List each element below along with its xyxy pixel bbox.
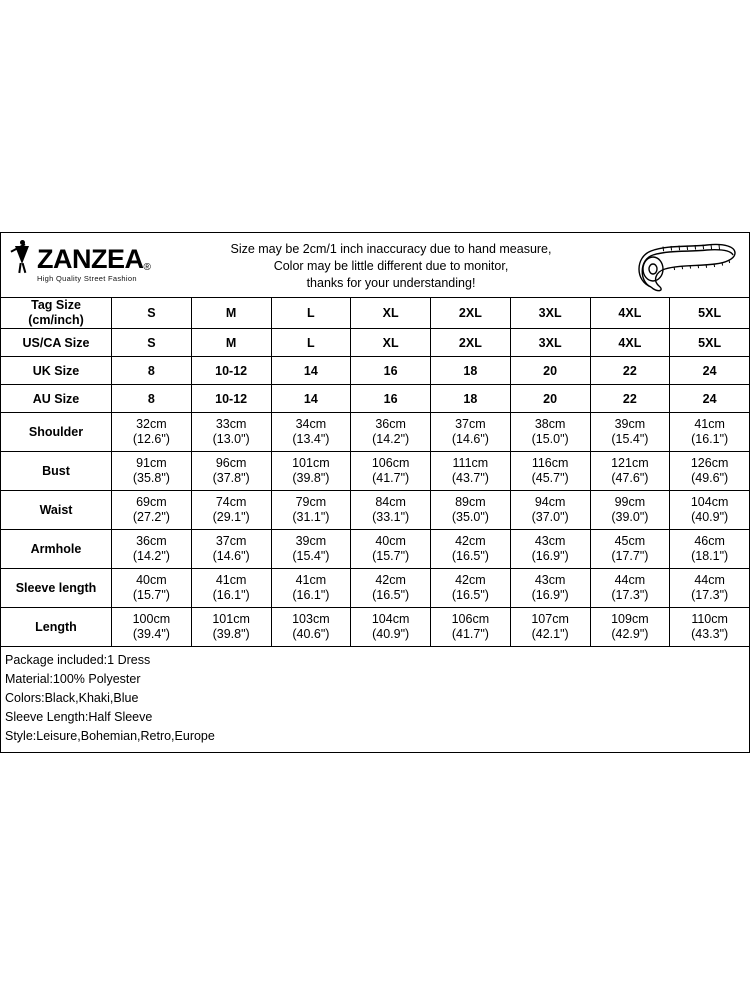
cell	[431, 530, 511, 569]
brand-name: ZANZEA	[37, 244, 144, 274]
cell: XL	[351, 329, 431, 357]
cell	[271, 413, 351, 452]
cell: 14	[271, 357, 351, 385]
cell	[510, 608, 590, 647]
cell: 20	[510, 385, 590, 413]
cell-inch: (14.6")	[451, 432, 489, 446]
cell-inch: (31.1")	[292, 510, 330, 524]
cell	[112, 452, 192, 491]
measuring-tape-icon	[629, 237, 739, 295]
cell: M	[191, 298, 271, 329]
table-row	[1, 298, 750, 329]
cell-cm: 96cm	[215, 456, 247, 470]
cell-cm: 36cm	[136, 534, 167, 548]
row-label: Armhole	[1, 530, 112, 569]
cell-inch: (35.0")	[451, 510, 489, 524]
row-label: AU Size	[1, 385, 112, 413]
cell-inch: (15.4")	[611, 432, 649, 446]
cell	[351, 530, 431, 569]
row-label-sub: (cm/inch)	[28, 313, 84, 327]
cell	[431, 569, 511, 608]
cell-inch: (14.6")	[212, 549, 250, 563]
cell-cm: 43cm	[534, 573, 566, 587]
cell-cm: 94cm	[534, 495, 566, 509]
cell	[112, 569, 192, 608]
cell-cm: 40cm	[375, 534, 406, 548]
row-label: US/CA Size	[1, 329, 112, 357]
cell-cm: 33cm	[215, 417, 247, 431]
cell	[191, 569, 271, 608]
cell	[431, 413, 511, 452]
row-label: Length	[1, 608, 112, 647]
cell-cm: 69cm	[136, 495, 167, 509]
cell: 2XL	[431, 329, 511, 357]
cell-cm: 106cm	[451, 612, 490, 626]
cell-inch: (16.5")	[451, 588, 489, 602]
cell: 14	[271, 385, 351, 413]
cell-cm: 126cm	[690, 456, 729, 470]
cell: 8	[112, 357, 192, 385]
cell-cm: 42cm	[455, 534, 486, 548]
cell	[590, 413, 670, 452]
brand-logo	[9, 239, 189, 295]
table-row	[1, 569, 750, 608]
cell-inch: (41.7")	[372, 471, 410, 485]
cell-cm: 42cm	[455, 573, 486, 587]
note-line-1: Size may be 2cm/1 inch inaccuracy due to hand measure,	[230, 242, 552, 256]
cell	[431, 452, 511, 491]
cell: S	[112, 329, 192, 357]
cell: XL	[351, 298, 431, 329]
cell-inch: (16.1")	[212, 588, 250, 602]
cell: 16	[351, 385, 431, 413]
size-chart-sheet	[0, 232, 750, 753]
cell	[191, 452, 271, 491]
cell	[271, 452, 351, 491]
cell	[510, 530, 590, 569]
cell-cm: 104cm	[371, 612, 410, 626]
cell-cm: 104cm	[690, 495, 729, 509]
cell: 3XL	[510, 298, 590, 329]
chart-header	[0, 232, 750, 297]
cell-inch: (43.7")	[451, 471, 489, 485]
cell	[670, 608, 750, 647]
cell-inch: (16.9")	[531, 549, 569, 563]
cell: M	[191, 329, 271, 357]
cell	[271, 569, 351, 608]
cell	[271, 491, 351, 530]
measurement-notes	[191, 241, 591, 292]
cell	[510, 452, 590, 491]
cell-inch: (16.9")	[531, 588, 569, 602]
cell: 24	[670, 385, 750, 413]
cell: 24	[670, 357, 750, 385]
cell-inch: (16.1")	[691, 432, 729, 446]
cell-cm: 89cm	[455, 495, 486, 509]
cell-inch: (39.8")	[292, 471, 330, 485]
cell-inch: (33.1")	[372, 510, 410, 524]
cell-cm: 40cm	[136, 573, 167, 587]
cell-inch: (16.5")	[372, 588, 410, 602]
cell	[670, 452, 750, 491]
cell	[510, 413, 590, 452]
cell-inch: (17.3")	[611, 588, 649, 602]
woman-silhouette-icon	[9, 239, 35, 273]
cell: 3XL	[510, 329, 590, 357]
cell	[590, 452, 670, 491]
cell-inch: (40.6")	[292, 627, 330, 641]
table-row	[1, 385, 750, 413]
cell	[191, 413, 271, 452]
cell-cm: 106cm	[371, 456, 410, 470]
cell: 22	[590, 357, 670, 385]
cell-inch: (47.6")	[611, 471, 649, 485]
cell-cm: 110cm	[691, 612, 728, 626]
row-label: Waist	[1, 491, 112, 530]
cell-cm: 41cm	[295, 573, 327, 587]
cell	[590, 569, 670, 608]
row-label	[1, 298, 112, 329]
cell-inch: (16.5")	[451, 549, 489, 563]
table-row	[1, 608, 750, 647]
size-table	[0, 297, 750, 647]
cell-cm: 41cm	[694, 417, 725, 431]
cell	[431, 491, 511, 530]
cell-inch: (43.3")	[691, 627, 729, 641]
cell	[670, 491, 750, 530]
cell-inch: (39.0")	[611, 510, 649, 524]
cell-cm: 45cm	[614, 534, 646, 548]
cell-cm: 37cm	[455, 417, 486, 431]
cell-cm: 99cm	[614, 495, 646, 509]
row-label-main: Tag Size	[31, 298, 81, 312]
note-line-3: thanks for your understanding!	[306, 276, 476, 290]
cell-cm: 121cm	[611, 456, 649, 470]
cell-inch: (42.9")	[611, 627, 649, 641]
cell-inch: (29.1")	[212, 510, 250, 524]
row-label: UK Size	[1, 357, 112, 385]
cell	[670, 530, 750, 569]
cell-inch: (16.1")	[292, 588, 330, 602]
cell-inch: (35.8")	[132, 471, 170, 485]
cell-cm: 101cm	[212, 612, 250, 626]
cell-cm: 101cm	[292, 456, 330, 470]
cell-inch: (40.9")	[372, 627, 410, 641]
cell-cm: 91cm	[136, 456, 167, 470]
row-label: Bust	[1, 452, 112, 491]
table-row	[1, 329, 750, 357]
cell: 10-12	[191, 357, 271, 385]
cell: S	[112, 298, 192, 329]
cell	[510, 491, 590, 530]
cell: 5XL	[670, 329, 750, 357]
cell-inch: (14.2")	[372, 432, 410, 446]
detail-package: Package included:1 Dress	[5, 653, 151, 667]
cell-cm: 46cm	[694, 534, 725, 548]
cell-cm: 37cm	[215, 534, 247, 548]
cell-inch: (42.1")	[531, 627, 569, 641]
cell: 4XL	[590, 329, 670, 357]
cell-inch: (15.0")	[531, 432, 569, 446]
cell	[431, 608, 511, 647]
cell-inch: (37.8")	[212, 471, 250, 485]
cell-cm: 111cm	[452, 456, 489, 470]
brand-tagline: High Quality Street Fashion	[37, 274, 137, 283]
cell: 8	[112, 385, 192, 413]
cell	[590, 530, 670, 569]
detail-sleeve-length: Sleeve Length:Half Sleeve	[5, 710, 153, 724]
row-label: Shoulder	[1, 413, 112, 452]
cell	[670, 569, 750, 608]
cell-inch: (15.7")	[132, 588, 170, 602]
cell-inch: (27.2")	[132, 510, 170, 524]
cell: 18	[431, 385, 511, 413]
cell: L	[271, 298, 351, 329]
cell-inch: (41.7")	[451, 627, 489, 641]
table-row	[1, 530, 750, 569]
cell	[112, 413, 192, 452]
cell	[191, 608, 271, 647]
table-row	[1, 491, 750, 530]
cell	[590, 608, 670, 647]
cell-inch: (49.6")	[691, 471, 729, 485]
cell-inch: (39.4")	[132, 627, 170, 641]
cell-inch: (18.1")	[691, 549, 729, 563]
cell-inch: (39.8")	[212, 627, 250, 641]
cell: 18	[431, 357, 511, 385]
cell-cm: 39cm	[614, 417, 646, 431]
cell-cm: 44cm	[614, 573, 646, 587]
cell-cm: 103cm	[292, 612, 330, 626]
cell-cm: 41cm	[215, 573, 247, 587]
cell	[191, 491, 271, 530]
cell-cm: 34cm	[295, 417, 327, 431]
cell	[271, 608, 351, 647]
row-label: Sleeve length	[1, 569, 112, 608]
cell	[590, 491, 670, 530]
cell	[670, 413, 750, 452]
cell-cm: 39cm	[295, 534, 327, 548]
cell	[351, 491, 431, 530]
cell: 20	[510, 357, 590, 385]
cell: L	[271, 329, 351, 357]
cell	[112, 608, 192, 647]
note-line-2: Color may be little different due to monitor,	[273, 259, 509, 273]
cell-inch: (40.9")	[691, 510, 729, 524]
registered-mark: ®	[143, 262, 151, 273]
cell: 22	[590, 385, 670, 413]
table-row	[1, 452, 750, 491]
cell-cm: 109cm	[611, 612, 649, 626]
cell: 10-12	[191, 385, 271, 413]
cell-inch: (37.0")	[531, 510, 569, 524]
detail-style: Style:Leisure,Bohemian,Retro,Europe	[5, 729, 215, 743]
cell	[351, 413, 431, 452]
cell-cm: 44cm	[694, 573, 725, 587]
cell: 4XL	[590, 298, 670, 329]
cell-inch: (13.4")	[292, 432, 330, 446]
cell-inch: (45.7")	[531, 471, 569, 485]
cell-cm: 107cm	[531, 612, 569, 626]
table-row	[1, 413, 750, 452]
cell-inch: (14.2")	[132, 549, 170, 563]
cell	[351, 608, 431, 647]
cell-inch: (17.3")	[691, 588, 729, 602]
cell-cm: 116cm	[531, 456, 569, 470]
cell-inch: (15.7")	[372, 549, 410, 563]
cell	[271, 530, 351, 569]
cell-cm: 79cm	[295, 495, 327, 509]
cell-inch: (17.7")	[611, 549, 649, 563]
cell	[510, 569, 590, 608]
cell-cm: 32cm	[136, 417, 167, 431]
detail-material: Material:100% Polyester	[5, 672, 141, 686]
cell: 5XL	[670, 298, 750, 329]
cell-cm: 43cm	[534, 534, 566, 548]
cell-inch: (15.4")	[292, 549, 330, 563]
cell-cm: 74cm	[215, 495, 247, 509]
detail-colors: Colors:Black,Khaki,Blue	[5, 691, 139, 705]
cell: 16	[351, 357, 431, 385]
cell	[351, 452, 431, 491]
cell-cm: 42cm	[375, 573, 406, 587]
cell: 2XL	[431, 298, 511, 329]
cell	[351, 569, 431, 608]
cell	[112, 530, 192, 569]
cell-inch: (13.0")	[212, 432, 250, 446]
cell-cm: 84cm	[375, 495, 406, 509]
table-row	[1, 357, 750, 385]
cell-cm: 38cm	[534, 417, 566, 431]
cell	[112, 491, 192, 530]
product-details	[0, 647, 750, 753]
cell-cm: 100cm	[132, 612, 171, 626]
cell-cm: 36cm	[375, 417, 406, 431]
cell	[191, 530, 271, 569]
cell-inch: (12.6")	[132, 432, 170, 446]
